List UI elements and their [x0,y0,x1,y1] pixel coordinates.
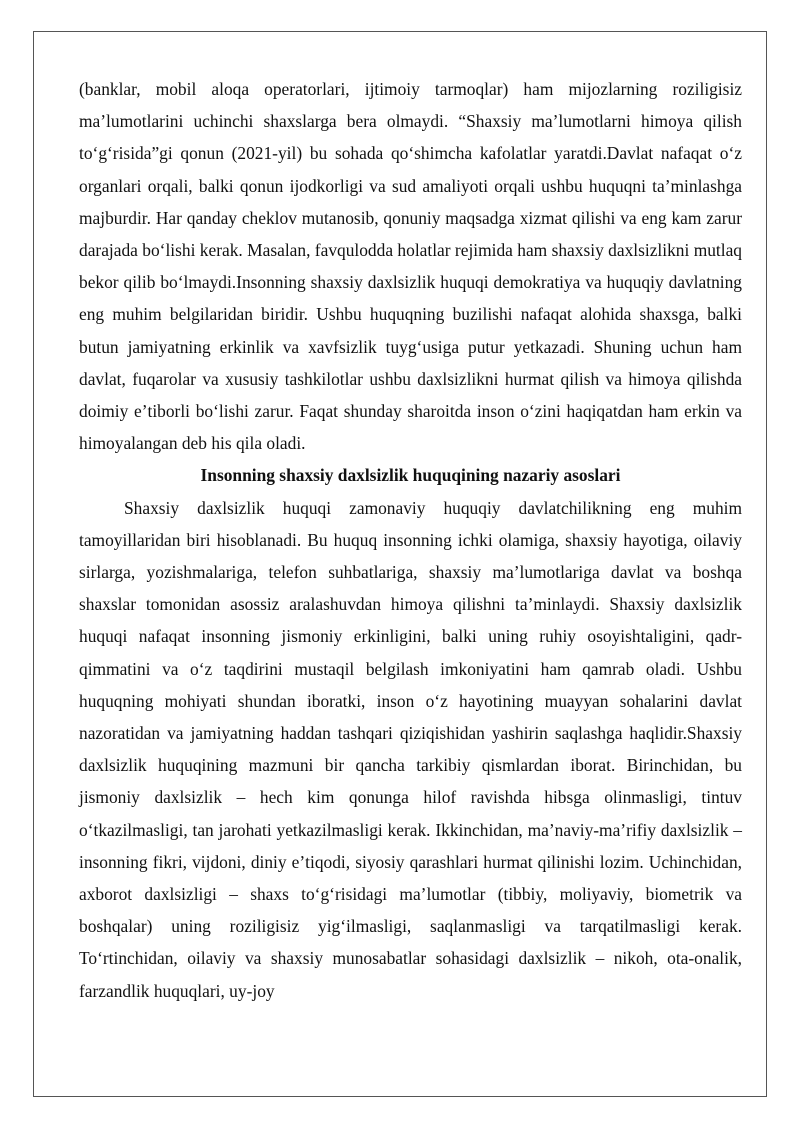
document-body [79,73,742,1007]
paragraph-continued: (banklar, mobil aloqa operatorlari, ijtimoiy tarmoqlar) ham mijozlarning roziligisiz maʼlumotlarini uchinchi shaxslarga bera olmaydi. “Shaxsiy maʼlumotlarni himoya qilish toʻgʻrisida”gi qonun (2021-yil) bu sohada qoʻshimcha kafolatlar yaratdi.Davlat nafaqat oʻz organlari orqali, balki qonun ijodkorligi va sud amaliyoti orqali ushbu huquqni taʼminlashga majburdir. Har qanday cheklov mutanosib, qonuniy maqsadga xizmat qilishi va eng kam zarur darajada boʻlishi kerak. Masalan, favqulodda holatlar rejimida ham shaxsiy daxlsizlikni mutlaq bekor qilib boʻlmaydi.Insonning shaxsiy daxlsizlik huquqi demokratiya va huquqiy davlatning eng muhim belgilaridan biridir. Ushbu huquqning buzilishi nafaqat alohida shaxsga, balki butun jamiyatning erkinlik va xavfsizlik tuygʻusiga putur yetkazadi. Shuning uchun ham davlat, fuqarolar va xususiy tashkilotlar ushbu daxlsizlikni hurmat qilish va himoya qilishda doimiy eʼtiborli boʻlishi zarur. Faqat shunday sharoitda inson oʻzini haqiqatdan ham erkin va himoyalangan deb his qila oladi. [79,79,742,454]
section-heading: Insonning shaxsiy daxlsizlik huquqining nazariy asoslari [200,465,621,486]
paragraph-theory: Shaxsiy daxlsizlik huquqi zamonaviy huquqiy davlatchilikning eng muhim tamoyillaridan biri hisoblanadi. Bu huquq insonning ichki olamiga, shaxsiy hayotiga, oilaviy sirlarga, yozishmalariga, telefon suhbatlariga, shaxsiy maʼlumotlariga davlat va boshqa shaxslar tomonidan asossiz aralashuvdan himoya qilishni taʼminlaydi. Shaxsiy daxlsizlik huquqi nafaqat insonning jismoniy erkinligini, balki uning ruhiy osoyishtaligini, qadr-qimmatini va oʻz taqdirini mustaqil belgilash imkoniyatini ham qamrab oladi. Ushbu huquqning mohiyati shundan iboratki, inson oʻz hayotining muayyan sohalarini davlat nazoratidan va jamiyatning haddan tashqari qiziqishidan yashirin saqlashga haqlidir.Shaxsiy daxlsizlik huquqining mazmuni bir qancha tarkibiy qismlardan iborat. Birinchidan, bu jismoniy daxlsizlik – hech kim qonunga hilof ravishda hibsga olinmasligi, tintuv oʻtkazilmasligi, tan jarohati yetkazilmasligi kerak. Ikkinchidan, maʼnaviy-maʼrifiy daxlsizlik – insonning fikri, vijdoni, diniy eʼtiqodi, siyosiy qarashlari hurmat qilinishi lozim. Uchinchidan, axborot daxlsizligi – shaxs toʻgʻrisidagi maʼlumotlar (tibbiy, moliyaviy, biometrik va boshqalar) uning roziligisiz yigʻilmasligi, saqlanmasligi va tarqatilmasligi kerak. Toʻrtinchidan, oilaviy va shaxsiy munosabatlar sohasidagi daxlsizlik – nikoh, ota-onalik, farzandlik huquqlari, uy-joy [79,497,742,1001]
